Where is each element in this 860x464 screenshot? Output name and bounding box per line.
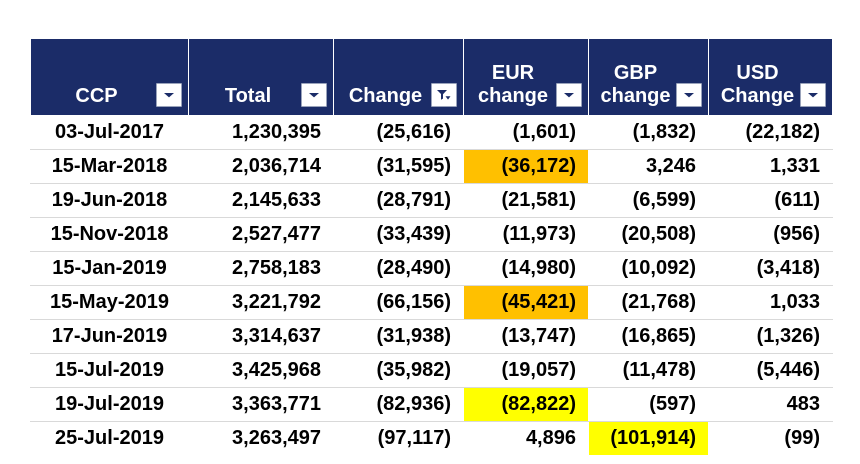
cell-change[interactable]: (25,616)	[334, 116, 464, 150]
cell-ccp[interactable]: 03-Jul-2017	[31, 116, 189, 150]
table-row[interactable]	[31, 354, 833, 388]
cell-usd-change[interactable]: (22,182)	[709, 116, 833, 150]
cell-usd-change[interactable]: (956)	[709, 218, 833, 252]
column-header-line1: EUR	[491, 62, 535, 85]
filter-dropdown-icon[interactable]	[556, 83, 582, 107]
cell-eur-change[interactable]: (14,980)	[464, 252, 589, 286]
spreadsheet-table-area	[30, 38, 832, 456]
cell-usd-change[interactable]: 1,033	[709, 286, 833, 320]
cell-ccp[interactable]: 19-Jun-2018	[31, 184, 189, 218]
cell-total[interactable]: 2,036,714	[189, 150, 334, 184]
table-row[interactable]	[31, 218, 833, 252]
table-row[interactable]	[31, 286, 833, 320]
filter-dropdown-icon[interactable]	[301, 83, 327, 107]
cell-gbp-change[interactable]: (10,092)	[589, 252, 709, 286]
table-row[interactable]	[31, 388, 833, 422]
table-body	[31, 116, 833, 456]
cell-usd-change[interactable]: 1,331	[709, 150, 833, 184]
cell-change[interactable]: (28,490)	[334, 252, 464, 286]
cell-change[interactable]: (33,439)	[334, 218, 464, 252]
cell-change[interactable]: (28,791)	[334, 184, 464, 218]
cell-eur-change[interactable]: 4,896	[464, 422, 589, 456]
cell-eur-change[interactable]: (45,421)	[464, 286, 589, 320]
column-header-label: Change	[348, 84, 423, 107]
cell-gbp-change[interactable]: (21,768)	[589, 286, 709, 320]
cell-total[interactable]: 1,230,395	[189, 116, 334, 150]
cell-eur-change[interactable]: (36,172)	[464, 150, 589, 184]
cell-usd-change[interactable]: 483	[709, 388, 833, 422]
cell-usd-change[interactable]: (1,326)	[709, 320, 833, 354]
table-row[interactable]	[31, 252, 833, 286]
cell-ccp[interactable]: 15-Jul-2019	[31, 354, 189, 388]
column-header-label: Total	[224, 84, 272, 107]
cell-gbp-change[interactable]: (11,478)	[589, 354, 709, 388]
cell-total[interactable]: 2,145,633	[189, 184, 334, 218]
table-row[interactable]	[31, 116, 833, 150]
cell-ccp[interactable]: 19-Jul-2019	[31, 388, 189, 422]
cell-ccp[interactable]: 15-May-2019	[31, 286, 189, 320]
cell-eur-change[interactable]: (82,822)	[464, 388, 589, 422]
filter-dropdown-icon[interactable]	[676, 83, 702, 107]
cell-total[interactable]: 3,221,792	[189, 286, 334, 320]
cell-usd-change[interactable]: (99)	[709, 422, 833, 456]
cell-usd-change[interactable]: (611)	[709, 184, 833, 218]
cell-change[interactable]: (35,982)	[334, 354, 464, 388]
filter-dropdown-icon[interactable]	[800, 83, 826, 107]
cell-change[interactable]: (66,156)	[334, 286, 464, 320]
cell-total[interactable]: 3,363,771	[189, 388, 334, 422]
cell-eur-change[interactable]: (1,601)	[464, 116, 589, 150]
cell-eur-change[interactable]: (11,973)	[464, 218, 589, 252]
cell-gbp-change[interactable]: 3,246	[589, 150, 709, 184]
cell-gbp-change[interactable]: (1,832)	[589, 116, 709, 150]
header-row	[31, 39, 833, 116]
column-header-gbp-change[interactable]	[589, 39, 709, 116]
cell-gbp-change[interactable]: (20,508)	[589, 218, 709, 252]
cell-change[interactable]: (82,936)	[334, 388, 464, 422]
cell-ccp[interactable]: 17-Jun-2019	[31, 320, 189, 354]
column-header-total[interactable]	[189, 39, 334, 116]
cell-gbp-change[interactable]: (16,865)	[589, 320, 709, 354]
cell-total[interactable]: 2,527,477	[189, 218, 334, 252]
cell-total[interactable]: 3,314,637	[189, 320, 334, 354]
cell-change[interactable]: (31,938)	[334, 320, 464, 354]
cell-gbp-change[interactable]: (101,914)	[589, 422, 709, 456]
cell-eur-change[interactable]: (19,057)	[464, 354, 589, 388]
cell-eur-change[interactable]: (21,581)	[464, 184, 589, 218]
table-row[interactable]	[31, 150, 833, 184]
column-header-usd-change[interactable]	[709, 39, 833, 116]
column-header-line1: GBP	[613, 62, 658, 85]
column-header-label: change	[477, 84, 549, 107]
column-header-label: Change	[720, 84, 795, 107]
column-header-change[interactable]	[334, 39, 464, 116]
cell-eur-change[interactable]: (13,747)	[464, 320, 589, 354]
table-row[interactable]	[31, 320, 833, 354]
filter-dropdown-icon[interactable]	[156, 83, 182, 107]
cell-ccp[interactable]: 15-Mar-2018	[31, 150, 189, 184]
cell-usd-change[interactable]: (3,418)	[709, 252, 833, 286]
column-header-eur-change[interactable]	[464, 39, 589, 116]
column-header-line1: USD	[736, 62, 779, 85]
data-table	[30, 38, 833, 456]
cell-gbp-change[interactable]: (6,599)	[589, 184, 709, 218]
table-header	[31, 39, 833, 116]
cell-ccp[interactable]: 25-Jul-2019	[31, 422, 189, 456]
cell-change[interactable]: (97,117)	[334, 422, 464, 456]
filter-dropdown-icon[interactable]	[431, 83, 457, 107]
table-row[interactable]	[31, 184, 833, 218]
table-row[interactable]	[31, 422, 833, 456]
column-header-label: CCP	[75, 84, 118, 107]
cell-usd-change[interactable]: (5,446)	[709, 354, 833, 388]
cell-ccp[interactable]: 15-Nov-2018	[31, 218, 189, 252]
cell-ccp[interactable]: 15-Jan-2019	[31, 252, 189, 286]
cell-total[interactable]: 3,263,497	[189, 422, 334, 456]
cell-total[interactable]: 2,758,183	[189, 252, 334, 286]
column-header-label: change	[600, 84, 671, 107]
cell-change[interactable]: (31,595)	[334, 150, 464, 184]
column-header-ccp[interactable]	[31, 39, 189, 116]
cell-gbp-change[interactable]: (597)	[589, 388, 709, 422]
cell-total[interactable]: 3,425,968	[189, 354, 334, 388]
